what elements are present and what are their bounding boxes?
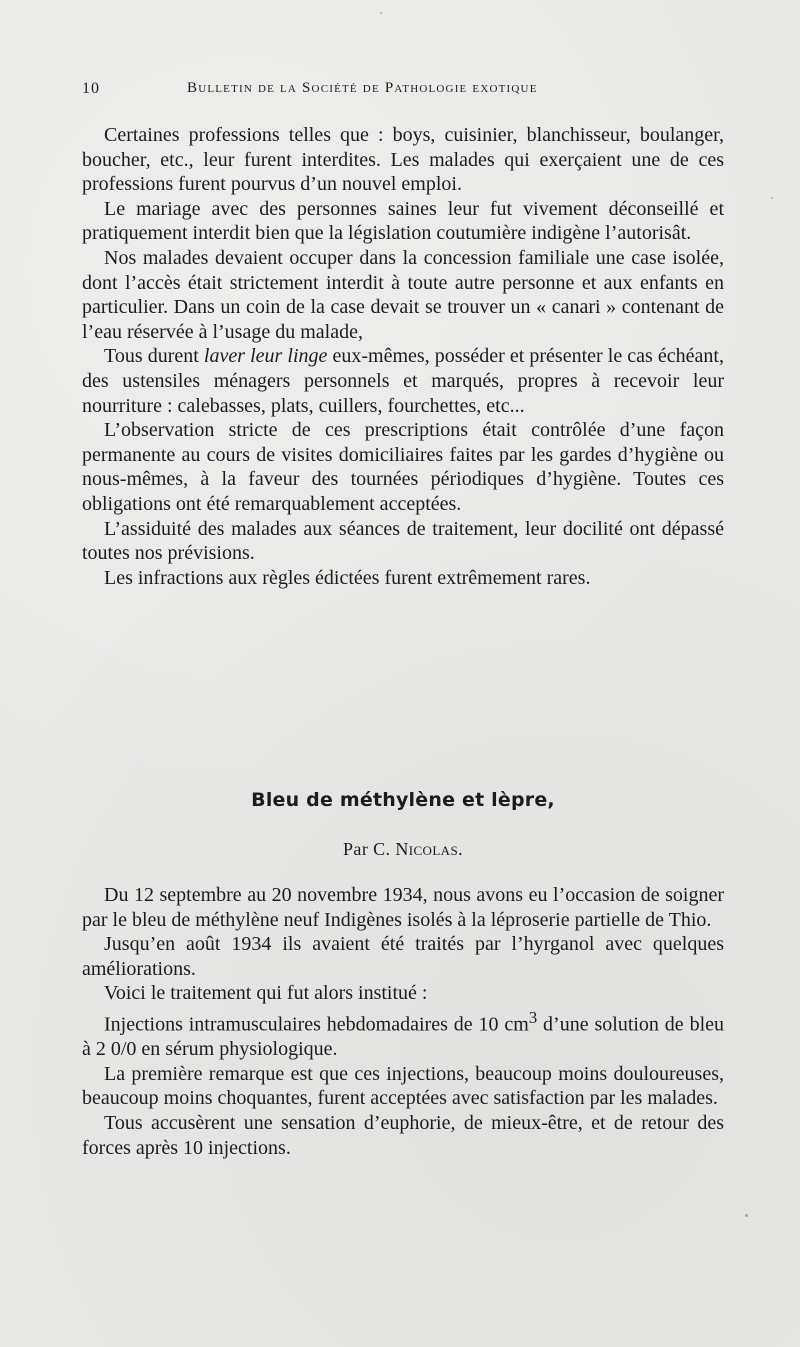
paragraph: Voici le traitement qui fut alors institué : (104, 982, 428, 1005)
paragraph: Certaines professions telles que : boys, cuisinier, blanchisseur, boulanger, boucher, etc., leur furent interdites. Les malades qui exerçaient une de ces professions furent pourvus d’un nouvel emploi. (82, 124, 724, 196)
page-number: 10 (82, 80, 100, 97)
scan-speckle (745, 1214, 748, 1217)
article-author (82, 839, 724, 860)
paragraph: L’observation stricte de ces prescriptions était contrôlée d’une façon permanente au cours de visites domiciliaires faites par les gardes d’hygiène ou nous-mêmes, à la faveur des tournées périodiques d’hygiène. Toutes ces obligations ont été remarquablement acceptées. (82, 419, 724, 515)
section-continued-text (82, 123, 724, 590)
paragraph-text-after: d’une solution de bleu à 2 0/0 en sérum physiologique. (82, 1013, 725, 1061)
paragraph-text-before: Tous durent (104, 345, 204, 368)
author-name: Nicolas. (395, 839, 463, 859)
paragraph: Tous accusèrent une sensation d’euphorie, de mieux-être, et de retour des forces après 10 injections. (82, 1112, 724, 1159)
running-head (82, 80, 724, 104)
paragraph-text-before: Injections intramusculaires hebdomadaires de 10 cm (104, 1013, 529, 1036)
scan-speckle (771, 197, 773, 199)
article-title: Bleu de méthylène et lèpre, (251, 789, 555, 811)
paragraph-with-superscript (82, 1006, 724, 1062)
author-prefix: Par C. (343, 839, 396, 859)
paragraph: Du 12 septembre au 20 novembre 1934, nous avons eu l’occasion de soigner par le bleu de méthylène neuf Indigènes isolés à la léproserie partielle de Thio. (82, 884, 724, 931)
paragraph: Nos malades devaient occuper dans la concession familiale une case isolée, dont l’accès était strictement interdit à toute autre personne et aux enfants en particulier. Dans un coin de la case devait se trouver un « canari » contenant de l’eau réservée à l’usage du malade, (82, 246, 724, 343)
superscript: 3 (528, 1007, 538, 1027)
paragraph: Jusqu’en août 1934 ils avaient été traités par l’hyrganol avec quelques améliorations. (82, 933, 724, 980)
journal-title: Bulletin de la Société de Pathologie exotique (187, 80, 538, 96)
emphasized-text: laver leur linge (203, 345, 328, 368)
paragraph-with-emphasis (82, 344, 724, 418)
paragraph: Le mariage avec des personnes saines leur fut vivement déconseillé et pratiquement interdit bien que la législation coutumière indigène l’autorisât. (82, 197, 724, 245)
scan-speckle (380, 12, 382, 14)
paragraph: La première remarque est que ces injections, beaucoup moins douloureuses, beaucoup moins choquantes, furent acceptées avec satisfaction par les malades. (82, 1062, 724, 1110)
paragraph: L’assiduité des malades aux séances de traitement, leur docilité ont dépassé toutes nos prévisions. (82, 517, 724, 565)
paragraph: Les infractions aux règles édictées furent extrêmement rares. (104, 566, 591, 589)
paragraph-text-after: eux-mêmes, posséder et présenter le cas échéant, des ustensiles ménagers personnels et marqués, propres à recevoir leur nourriture : calebasses, plats, cuillers, fourchettes, etc... (82, 345, 724, 417)
article-body (82, 883, 724, 1160)
